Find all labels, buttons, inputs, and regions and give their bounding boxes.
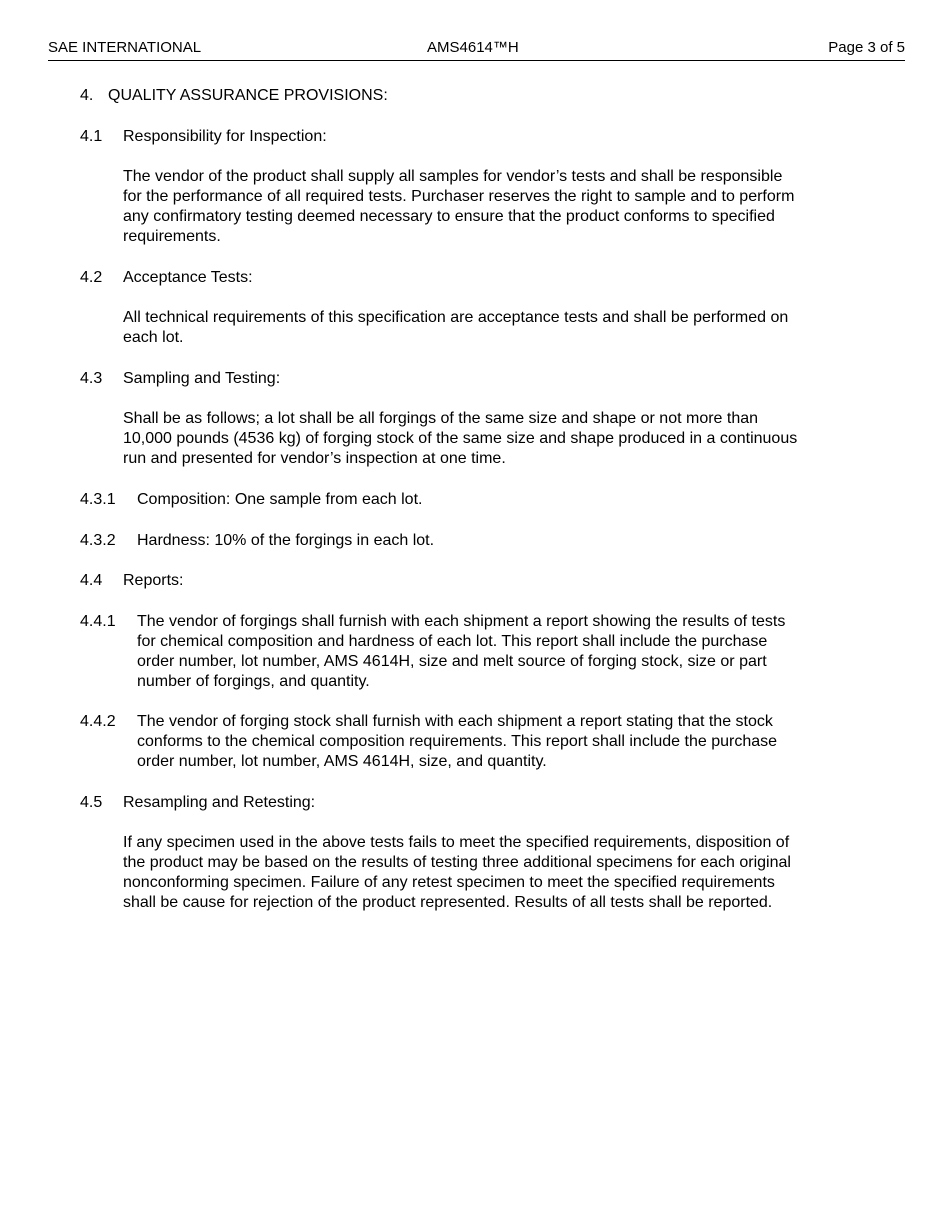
section-number: 4.3.1 [80, 491, 116, 508]
header-organization: SAE INTERNATIONAL [48, 39, 202, 56]
section-4-4-1-body: The vendor of forgings shall furnish with each shipment a report showing the results of tests for chemical composition and hardness of each lot. This report shall include the purchase order number, lot number, AMS 4614H, size and melt source of forging stock, size or part number of forgings, and quantity. [137, 613, 786, 690]
section-title: Sampling and Testing: [123, 370, 281, 387]
section-4-1-body: The vendor of the product shall supply all samples for vendor’s tests and shall be responsible for the performance of all required tests. Purchaser reserves the right to sample and to perform any confirmatory testing deemed necessary to ensure that the product conforms to specified requirements. [123, 168, 795, 245]
section-title: Acceptance Tests: [123, 269, 253, 286]
section-title: Reports: [123, 572, 184, 589]
section-title: Resampling and Retesting: [123, 794, 316, 811]
section-4-2-body: All technical requirements of this specification are acceptance tests and shall be performed on each lot. [123, 309, 789, 346]
section-number: 4.4.2 [80, 713, 116, 730]
section-number: 4.4 [80, 572, 103, 589]
section-number: 4.5 [80, 794, 103, 811]
section-number: 4.1 [80, 128, 103, 145]
section-number: 4.3 [80, 370, 103, 387]
section-text: Hardness: 10% of the forgings in each lot. [137, 532, 435, 549]
section-number: 4.3.2 [80, 532, 116, 549]
section-4-5-body: If any specimen used in the above tests fails to meet the specified requirements, disposition of the product may be based on the results of testing three additional specimens for each original nonconforming specimen. Failure of any retest specimen to meet the specified requirements shall be cause for rejection of the product represented. Results of all tests shall be reported. [123, 834, 791, 911]
header-document-number: AMS4614™H [427, 39, 519, 56]
page-header [48, 38, 905, 61]
section-title: QUALITY ASSURANCE PROVISIONS: [108, 87, 388, 104]
section-title: Responsibility for Inspection: [123, 128, 327, 145]
section-text: Composition: One sample from each lot. [137, 491, 423, 508]
section-4-3-body: Shall be as follows; a lot shall be all forgings of the same size and shape or not more than 10,000 pounds (4536 kg) of forging stock of the same size and shape produced in a continuous run and presented for vendor’s inspection at one time. [123, 410, 798, 467]
section-number: 4.2 [80, 269, 103, 286]
header-page-number: Page 3 of 5 [828, 39, 905, 56]
section-4-4-2-body: The vendor of forging stock shall furnish with each shipment a report stating that the stock conforms to the chemical composition requirements. This report shall include the purchase order number, lot number, AMS 4614H, size, and quantity. [137, 713, 778, 770]
section-number: 4. [80, 87, 94, 104]
section-number: 4.4.1 [80, 613, 116, 630]
